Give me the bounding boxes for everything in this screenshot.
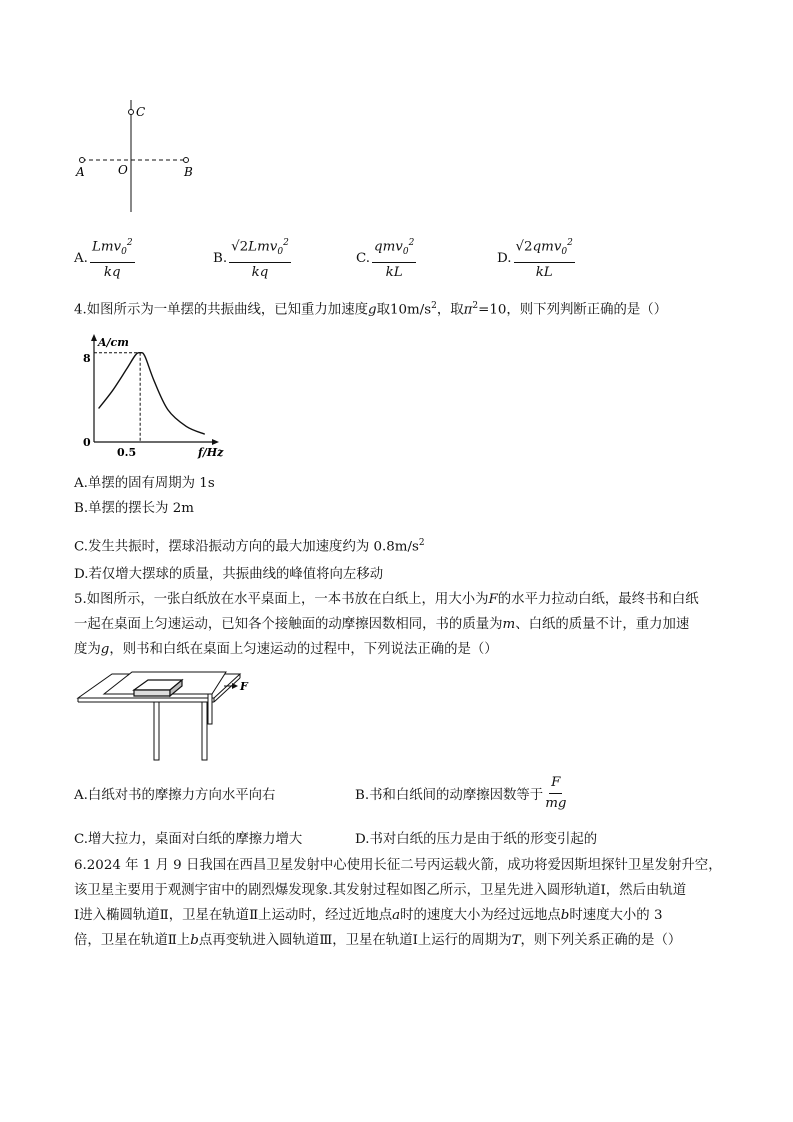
table-leg-right (202, 702, 207, 760)
fraction: $\frac{Lmv_0^2}{kq}$ (90, 234, 135, 282)
option-letter: B. (213, 250, 228, 266)
q5-option-a[interactable]: A.白纸对书的摩擦力方向水平向右 (74, 788, 276, 803)
book-front (134, 690, 170, 696)
q6-stem-line-1: 6.2024 年 1 月 9 日我国在西昌卫星发射中心使用长征二号丙运载火箭，成功将爱因斯坦探针卫星发射升空， (74, 858, 722, 873)
fraction: $\frac{qmv_0^2}{kL}$ (372, 234, 416, 282)
q5-stem-line-1: 5.如图所示，一张白纸放在水平桌面上，一本书放在白纸上，用大小为F的水平力拉动白纸，最终书和白纸 (74, 592, 699, 607)
q4-option-d[interactable]: D.若仅增大摆球的质量，共振曲线的峰值将向左移动 (74, 567, 384, 582)
x-axis-arrow (212, 439, 219, 445)
label-a: A (76, 165, 85, 179)
y-axis-label: A/cm (98, 336, 129, 349)
q3-option-c[interactable] (356, 234, 416, 282)
q6-stem-line-2: 该卫星主要用于观测宇宙中的剧烈爆发现象.其发射过程如图乙所示，卫星先进入圆形轨道Ⅰ，然后由轨道 (74, 883, 687, 898)
fraction: $\frac{√2qmv_0^2}{kL}$ (514, 234, 575, 282)
force-label: F (240, 680, 248, 693)
q6-stem-line-4: 倍，卫星在轨道Ⅱ上b点再变轨进入圆轨道Ⅲ，卫星在轨道Ⅰ上运行的周期为T，则下列关系正确的是（） (74, 933, 682, 948)
q5-stem-line-3: 度为g，则书和白纸在桌面上匀速运动的过程中，下列说法正确的是（） (74, 642, 498, 657)
label-b: B (184, 165, 193, 179)
y-axis-arrow (91, 334, 97, 341)
label-c: C (136, 105, 146, 119)
q3-option-a[interactable] (74, 234, 135, 282)
q4-option-c[interactable]: C.发生共振时，摆球沿振动方向的最大加速度约为 $0.8m/s^2$ (74, 538, 425, 555)
fraction-f-over-mg: $\frac{F}{mg}$ (545, 775, 567, 811)
q3-option-b[interactable] (213, 234, 291, 282)
label-o: O (118, 163, 128, 177)
option-letter: C. (356, 250, 371, 266)
q3-option-d[interactable] (497, 234, 575, 282)
point-a (80, 158, 85, 163)
q6-stem-line-3: Ⅰ进入椭圆轨道Ⅱ，卫星在轨道Ⅱ上运动时，经过近地点a时的速度大小为经过远地点b时速度大小的 3 (74, 908, 663, 923)
q5-option-d[interactable]: D.书对白纸的压力是由于纸的形变引起的 (355, 832, 598, 847)
q4-option-b[interactable]: B.单摆的摆长为 2m (74, 501, 194, 516)
x-axis-label: f/Hz (198, 446, 224, 459)
q4-option-a[interactable]: A.单摆的固有周期为 1s (74, 476, 215, 491)
option-letter: D. (497, 250, 512, 266)
fraction: $\frac{√2Lmv_0^2}{kq}$ (229, 234, 291, 282)
y-tick-label-8: 8 (83, 352, 91, 365)
q4-stem: 4.如图所示为一单摆的共振曲线，已知重力加速度g取$10m/s^2$，取$\pi^2=10$，则下列判断正确的是（） (74, 301, 668, 318)
q5-option-b[interactable]: B.书和白纸间的动摩擦因数等于 $\frac{F}{mg}$ (355, 775, 567, 811)
x-tick-label-0-5: 0.5 (117, 446, 137, 459)
resonance-curve-chart (74, 332, 234, 462)
q3-figure (74, 100, 204, 220)
q5-option-c[interactable]: C.增大拉力，桌面对白纸的摩擦力增大 (74, 832, 303, 847)
origin-label: 0 (83, 436, 91, 449)
resonance-curve (99, 353, 205, 435)
option-letter: A. (74, 250, 88, 266)
force-arrow (232, 683, 238, 689)
point-c (129, 110, 134, 115)
table-leg-front (154, 702, 159, 760)
q5-table-book-figure (74, 668, 264, 768)
q5-stem-line-2: 一起在桌面上匀速运动，已知各个接触面的动摩擦因数相同，书的质量为m、白纸的质量不计，重力加速 (74, 617, 690, 632)
point-b (184, 158, 189, 163)
peak-guides (94, 353, 140, 442)
